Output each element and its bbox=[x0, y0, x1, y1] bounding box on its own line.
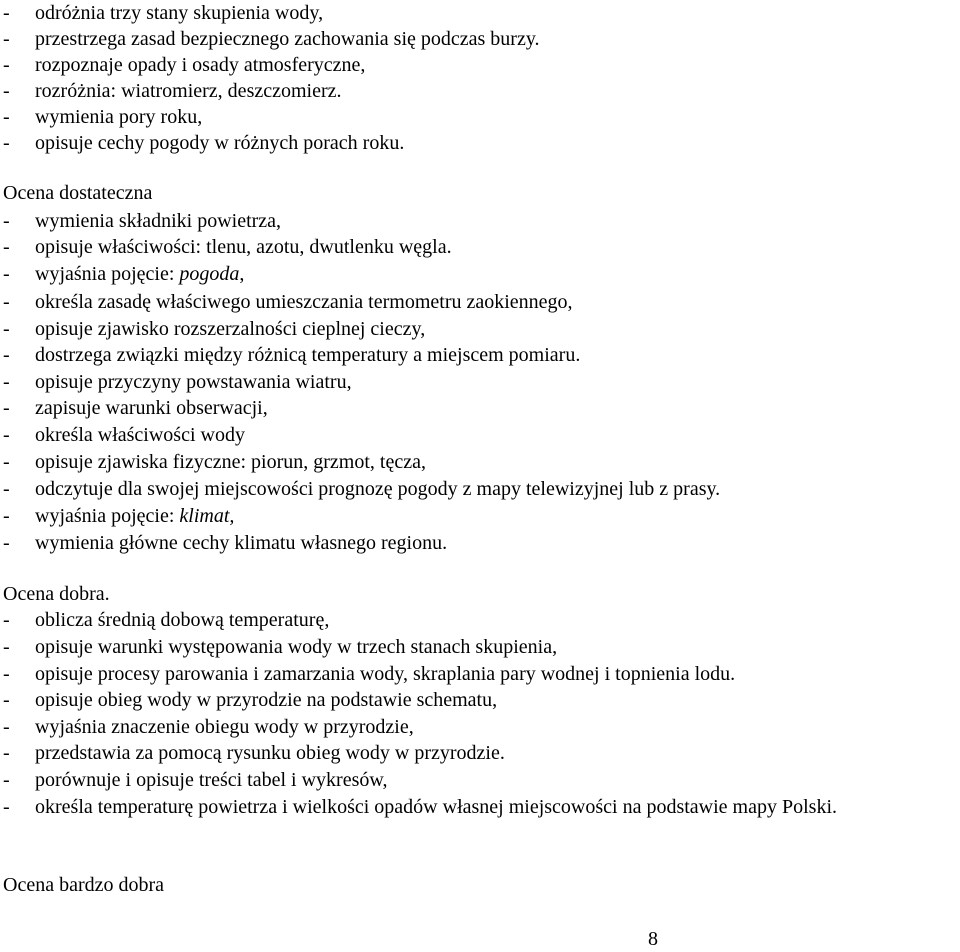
list-item bbox=[3, 449, 426, 475]
list-item-text: zapisuje warunki obserwacji, bbox=[35, 397, 268, 419]
list-item-text: wyjaśnia pojęcie: bbox=[35, 263, 180, 285]
list-item-text: wymienia składniki powietrza, bbox=[35, 210, 282, 232]
list-item bbox=[3, 476, 720, 502]
list-item-text: oblicza średnią dobową temperaturę, bbox=[35, 609, 330, 631]
list-item-text: opisuje procesy parowania i zamarzania wody, skraplania pary wodnej i topnienia lodu. bbox=[35, 663, 736, 685]
list-item bbox=[3, 316, 425, 342]
list-item-text: opisuje zjawisko rozszerzalności cieplnej cieczy, bbox=[35, 318, 426, 340]
bullet-dash: - bbox=[3, 451, 10, 473]
bullet-dash: - bbox=[3, 742, 10, 764]
list-item-italic-term: pogoda bbox=[179, 263, 240, 285]
list-item-text: opisuje obieg wody w przyrodzie na podstawie schematu, bbox=[35, 689, 498, 711]
bullet-dash: - bbox=[3, 716, 10, 738]
list-item-text: dostrzega związki między różnicą temperatury a miejscem pomiaru. bbox=[35, 344, 581, 366]
bullet-dash: - bbox=[3, 106, 10, 128]
section-heading-bardzo-dobra: Ocena bardzo dobra bbox=[3, 874, 165, 896]
list-item-text: określa temperaturę powietrza i wielkości opadów własnej miejscowości na podstawie mapy Polski. bbox=[35, 796, 838, 818]
list-item-text: porównuje i opisuje treści tabel i wykresów, bbox=[35, 769, 388, 791]
list-item-text: odczytuje dla swojej miejscowości prognozę pogody z mapy telewizyjnej lub z prasy. bbox=[35, 478, 721, 500]
list-item-text: przedstawia za pomocą rysunku obieg wody w przyrodzie. bbox=[35, 742, 505, 764]
list-item bbox=[3, 634, 557, 660]
bullet-dash: - bbox=[3, 54, 10, 76]
list-item bbox=[3, 661, 735, 687]
bullet-dash: - bbox=[3, 2, 10, 24]
bullet-dash: - bbox=[3, 344, 10, 366]
bullet-dash: - bbox=[3, 689, 10, 711]
list-item bbox=[3, 687, 497, 713]
list-item bbox=[3, 503, 234, 529]
bullet-dash: - bbox=[3, 532, 10, 554]
list-item-text: wymienia główne cechy klimatu własnego regionu. bbox=[35, 532, 448, 554]
list-item bbox=[3, 342, 580, 368]
list-item bbox=[3, 0, 323, 26]
bullet-dash: - bbox=[3, 263, 10, 285]
bullet-dash: - bbox=[3, 424, 10, 446]
list-item-text: wyjaśnia znaczenie obiegu wody w przyrodzie, bbox=[35, 716, 414, 738]
list-item bbox=[3, 530, 447, 556]
bullet-dash: - bbox=[3, 132, 10, 154]
list-item bbox=[3, 289, 573, 315]
bullet-dash: - bbox=[3, 318, 10, 340]
list-item bbox=[3, 52, 365, 78]
bullet-dash: - bbox=[3, 636, 10, 658]
list-item bbox=[3, 794, 837, 820]
section-heading-dobra: Ocena dobra. bbox=[3, 583, 110, 605]
list-item bbox=[3, 607, 329, 633]
list-item-text: opisuje właściwości: tlenu, azotu, dwutlenku węgla. bbox=[35, 236, 452, 258]
list-item-text: wymienia pory roku, bbox=[35, 106, 203, 128]
list-item-tail: , bbox=[239, 263, 245, 285]
list-item-text: odróżnia trzy stany skupienia wody, bbox=[35, 2, 324, 24]
list-item-text: wyjaśnia pojęcie: bbox=[35, 505, 180, 527]
list-item bbox=[3, 26, 540, 52]
list-item-text: rozpoznaje opady i osady atmosferyczne, bbox=[35, 54, 366, 76]
bullet-dash: - bbox=[3, 609, 10, 631]
list-item bbox=[3, 395, 268, 421]
list-item bbox=[3, 130, 404, 156]
bullet-dash: - bbox=[3, 236, 10, 258]
bullet-dash: - bbox=[3, 478, 10, 500]
section-heading-dostateczna: Ocena dostateczna bbox=[3, 182, 153, 204]
bullet-dash: - bbox=[3, 28, 10, 50]
bullet-dash: - bbox=[3, 371, 10, 393]
list-item bbox=[3, 104, 202, 130]
list-item bbox=[3, 261, 244, 287]
bullet-dash: - bbox=[3, 663, 10, 685]
bullet-dash: - bbox=[3, 291, 10, 313]
list-item bbox=[3, 234, 452, 260]
bullet-dash: - bbox=[3, 80, 10, 102]
list-item bbox=[3, 78, 342, 104]
list-item-text: określa właściwości wody bbox=[35, 424, 245, 446]
bullet-dash: - bbox=[3, 769, 10, 791]
list-item bbox=[3, 714, 414, 740]
bullet-dash: - bbox=[3, 210, 10, 232]
list-item-text: rozróżnia: wiatromierz, deszczomierz. bbox=[35, 80, 342, 102]
list-item bbox=[3, 422, 245, 448]
list-item-text: opisuje warunki występowania wody w trzech stanach skupienia, bbox=[35, 636, 558, 658]
list-item-text: opisuje przyczyny powstawania wiatru, bbox=[35, 371, 352, 393]
list-item bbox=[3, 767, 388, 793]
page-number: 8 bbox=[648, 928, 658, 950]
list-item bbox=[3, 740, 505, 766]
list-item bbox=[3, 208, 281, 234]
list-item-text: określa zasadę właściwego umieszczania termometru zaokiennego, bbox=[35, 291, 573, 313]
list-item-text: opisuje zjawiska fizyczne: piorun, grzmot, tęcza, bbox=[35, 451, 426, 473]
list-item-text: opisuje cechy pogody w różnych porach roku. bbox=[35, 132, 405, 154]
bullet-dash: - bbox=[3, 796, 10, 818]
list-item-italic-term: klimat, bbox=[179, 505, 235, 527]
bullet-dash: - bbox=[3, 397, 10, 419]
list-item-text: przestrzega zasad bezpiecznego zachowania się podczas burzy. bbox=[35, 28, 540, 50]
list-item bbox=[3, 369, 352, 395]
bullet-dash: - bbox=[3, 505, 10, 527]
